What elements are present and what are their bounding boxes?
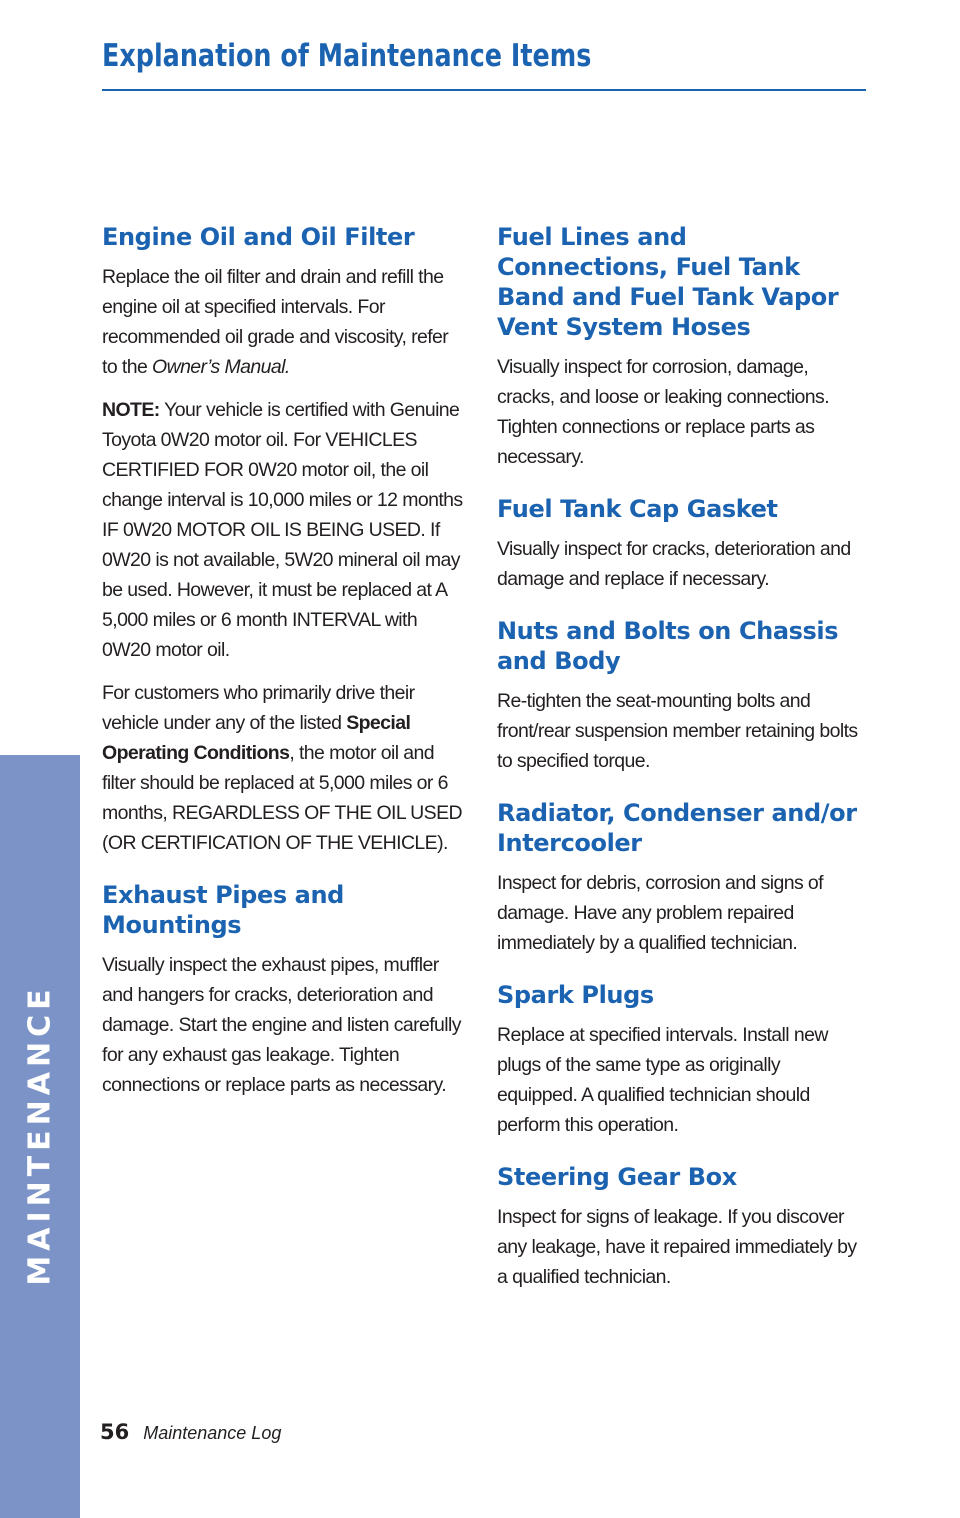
page-number: 56 xyxy=(100,1420,130,1444)
section-paragraph: Visually inspect for corrosion, damage, cracks, and loose or leaking connections. Tighten connections or replace parts as necessary. xyxy=(497,356,830,468)
section-nuts-bolts xyxy=(497,616,863,776)
section-heading: Engine Oil and Oil Filter xyxy=(102,223,415,251)
paragraph-text: , the motor oil and filter should be replaced at 5,000 miles or 6 months, REGARDLESS OF THE OIL USED (OR CERTIFICATION OF THE VEHICLE). xyxy=(102,742,462,854)
section-fuel-lines xyxy=(497,222,863,472)
section-steering xyxy=(497,1162,863,1292)
paragraph-text: For customers who primarily drive their vehicle under any of the listed xyxy=(102,682,415,734)
section-paragraph: Visually inspect the exhaust pipes, muffler and hangers for cracks, deterioration and damage. Start the engine and listen carefully for any exhaust gas leakage. Tighten connections or replace parts as necessary. xyxy=(102,954,461,1096)
section-heading: Spark Plugs xyxy=(497,981,654,1009)
title-divider xyxy=(102,89,866,91)
section-heading: Exhaust Pipes and Mountings xyxy=(102,881,344,939)
side-tab-label: MAINTENANCE xyxy=(22,984,58,1286)
section-paragraph xyxy=(102,678,464,858)
manual-reference: Owner’s Manual. xyxy=(152,356,290,378)
note-text: Your vehicle is certified with Genuine Toyota 0W20 motor oil. For VEHICLES CERTIFIED FOR 0W20 motor oil, the oil change interval is 10,000 miles or 12 months IF 0W20 MOTOR OIL IS BEING USED. If 0W20 is not available, 5W20 mineral oil may be used. However, it must be replaced at A 5,000 miles or 6 month INTERVAL with 0W20 motor oil. xyxy=(102,399,463,661)
section-paragraph: Inspect for signs of leakage. If you discover any leakage, have it repaired immediately by a qualified technician. xyxy=(497,1206,857,1288)
section-exhaust xyxy=(102,880,464,1100)
section-heading: Nuts and Bolts on Chassis and Body xyxy=(497,617,839,675)
section-heading: Steering Gear Box xyxy=(497,1163,737,1191)
section-fuel-cap xyxy=(497,494,863,594)
footer-label: Maintenance Log xyxy=(143,1423,282,1443)
left-column xyxy=(102,222,464,1122)
section-paragraph xyxy=(102,262,464,382)
section-paragraph: Inspect for debris, corrosion and signs of damage. Have any problem repaired immediately by a qualified technician. xyxy=(497,872,823,954)
section-spark-plugs xyxy=(497,980,863,1140)
note-label: NOTE: xyxy=(102,399,160,421)
right-column xyxy=(497,222,863,1314)
section-paragraph: Replace at specified intervals. Install new plugs of the same type as originally equipped. A qualified technician should perform this operation. xyxy=(497,1024,828,1136)
section-paragraph: Visually inspect for cracks, deterioration and damage and replace if necessary. xyxy=(497,538,851,590)
section-engine-oil xyxy=(102,222,464,858)
page-title: Explanation of Maintenance Items xyxy=(102,38,592,74)
section-heading: Radiator, Condenser and/or Intercooler xyxy=(497,799,857,857)
section-heading: Fuel Lines and Connections, Fuel Tank Band and Fuel Tank Vapor Vent System Hoses xyxy=(497,223,839,341)
special-conditions-reference: Special Operating Conditions xyxy=(102,712,411,764)
section-paragraph: Re-tighten the seat-mounting bolts and front/rear suspension member retaining bolts to specified torque. xyxy=(497,690,858,772)
note-paragraph xyxy=(102,395,464,665)
section-radiator xyxy=(497,798,863,958)
paragraph-text: Replace the oil filter and drain and refill the engine oil at specified intervals. For recommended oil grade and viscosity, refer to the xyxy=(102,266,449,378)
page-footer xyxy=(100,1420,281,1444)
section-heading: Fuel Tank Cap Gasket xyxy=(497,495,778,523)
